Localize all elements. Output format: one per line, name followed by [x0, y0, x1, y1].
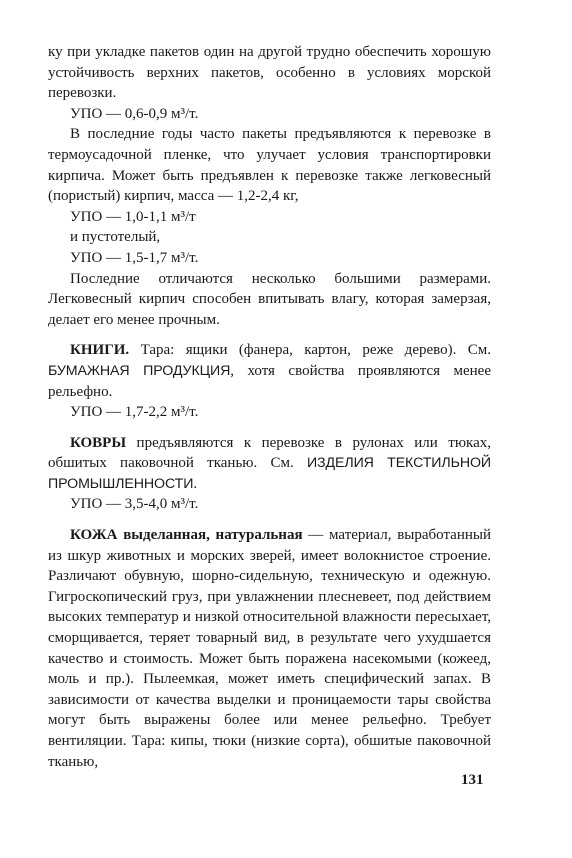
- paragraph-shrink-film: В последние годы часто пакеты предъявляются к перевозке в термоусадочной пленке, что улучает условия транспортировки кирпича. Может быть предъявлен к перевозке также легковесный (пористый) кирпич, масса — 1,2-2,4 кг,: [48, 126, 491, 205]
- cross-ref-textile: ИЗДЕЛИЯ ТЕКСТИЛЬНОЙ ПРОМЫШЛЕННОСТИ: [48, 455, 492, 492]
- page-body: [48, 42, 491, 772]
- term-books: КНИГИ.: [70, 342, 130, 359]
- upo-line-2: УПО — 1,0-1,1 м³/т: [70, 208, 196, 225]
- upo-carpets: УПО — 3,5-4,0 м³/т.: [70, 496, 199, 513]
- term-carpets: КОВРЫ: [70, 434, 127, 451]
- hollow-brick-line: и пустотелый,: [70, 229, 161, 246]
- entry-leather: КОЖА выделанная, натуральная — материал, выработанный из шкур животных и морских зверей, имеет волокнистое строение. Различают обувную, шорно-сидельную, техническую и одежную. Гигроскопический груз, при увлажнении плесневеет, под действием высоких температур и низкой относительной влажности пересыхает, сморщивается, теряет товарный вид, в результате чего ухудшается качество и стоимость. Может быть поражена насекомыми (кожеед, моль и пр.). Пылеемкая, может иметь специфический запах. В зависимости от качества выделки и проницаемости тары свойства могут быть выражены более или менее рельефно. Требует вентиляции. Тара: кипы, тюки (низкие сорта), обшитые паковочной тканью,: [48, 527, 491, 770]
- cross-ref-paper: БУМАЖНАЯ ПРОДУКЦИЯ: [48, 362, 231, 379]
- upo-line-1: УПО — 0,6-0,9 м³/т.: [70, 105, 199, 122]
- paragraph-continuation: ку при укладке пакетов один на другой трудно обеспечить хорошую устойчивость верхних пакетов, особенно в условиях морской перевозки.: [48, 44, 491, 102]
- upo-line-3: УПО — 1,5-1,7 м³/т.: [70, 249, 199, 266]
- upo-books: УПО — 1,7-2,2 м³/т.: [70, 404, 199, 421]
- term-leather: КОЖА выделанная, натуральная: [70, 527, 303, 544]
- entry-books: КНИГИ. Тара: ящики (фанера, картон, реже дерево). См. БУМАЖНАЯ ПРОДУКЦИЯ, хотя свойства проявляются менее рельефно.: [48, 342, 491, 400]
- paragraph-lightweight-brick: Последние отличаются несколько большими размерами. Легковесный кирпич способен впитывать влагу, которая замерзая, делает его менее прочным.: [48, 270, 491, 328]
- entry-carpets: КОВРЫ предъявляются к перевозке в рулонах или тюках, обшитых паковочной тканью. См. ИЗДЕЛИЯ ТЕКСТИЛЬНОЙ ПРОМЫШЛЕННОСТИ.: [48, 434, 492, 492]
- page-number: 131: [461, 772, 484, 788]
